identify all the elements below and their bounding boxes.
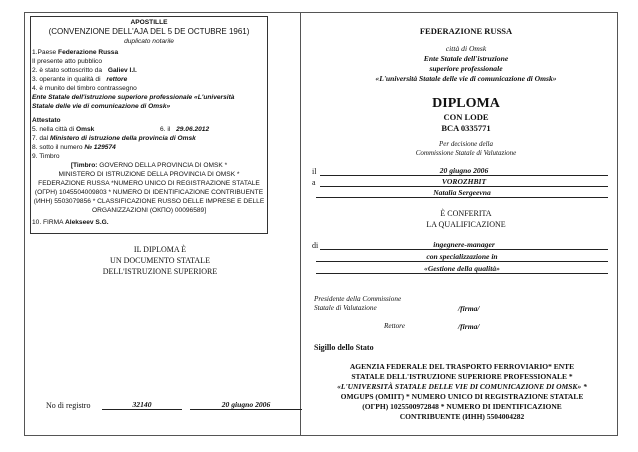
apostille-stamp-6: ORGANIZZAZIONI (ОКПО) 00096589] [91, 207, 207, 214]
apostille-line-10-label: 8. sotto il numero [32, 144, 83, 151]
apostille-line-8 [32, 126, 94, 135]
rector-label: Rettore [384, 322, 405, 330]
date-label: il [312, 167, 317, 176]
apostille-line-8b-value: 29.06.2012 [176, 126, 210, 133]
president-line-2: Statale di Valutazione [314, 304, 377, 312]
recipient-name: Natalia Sergeevna [316, 188, 608, 198]
entity-line-1: Ente Statale dell'istruzione [423, 54, 509, 63]
apostille-stamp-3: FEDERAZIONE RUSSA *NUMERO UNICO DI REGISTRAZIONE STATALE [38, 180, 260, 187]
apostille-stamp-2: MINISTERO DI ISTRUZIONE DELLA PROVINCIA DI OMSK * [58, 171, 240, 178]
apostille-line-11: 9. Timbro [32, 153, 60, 160]
apostille-attestato: Attestato [32, 117, 61, 124]
apostille-line-5: 4. è munito del timbro contrassegno [32, 85, 137, 92]
seal-line-4: OMGUPS (OMIIT) * NUMERO UNICO DI REGISTRAZIONE STATALE [340, 392, 584, 401]
apostille-stamp-1-value: GOVERNO DELLA PROVINCIA DI OMSK * [99, 162, 228, 169]
apostille-line-12 [32, 219, 109, 228]
diploma-statement-2: UN DOCUMENTO STATALE [110, 256, 210, 265]
apostille-line-4 [32, 76, 127, 85]
apostille-stamp-4: (ОГРН) 1045504009803 * NUMERO DI IDENTIFICAZIONE CONTRIBUENTE [34, 189, 264, 196]
seal-line-2: STATALE DELL'ISTRUZIONE SUPERIORE PROFESSIONALE * [351, 372, 573, 381]
apostille-line-4-value: rettore [106, 76, 128, 83]
apostille-line-7: Statale delle vie di comunicazione di Omsk» [32, 103, 171, 110]
apostille-stamp-1-label: [Timbro: [70, 162, 98, 169]
apostille-line-3-value: Galiev I.I. [107, 67, 137, 74]
apostille-stamp-1 [30, 162, 268, 171]
seal-line-3: «L'UNIVERSITÀ STATALE DELLE VIE DI COMUNICAZIONE DI OMSK» * [337, 382, 587, 391]
seal-line-1: AGENZIA FEDERALE DEL TRASPORTO FERROVIARIO* ENTE [349, 362, 575, 371]
page-divider [300, 12, 301, 436]
apostille-line-3 [32, 67, 137, 76]
apostille-line-9 [32, 135, 196, 144]
seal-label: Sigillo dello Stato [314, 343, 374, 352]
qualification-line-3: «Gestione della qualità» [316, 264, 608, 274]
apostille-stamp-5: (ИНН) 5503079856 * CLASSIFICAZIONE RUSSO DELLE IMPRESE E DELLE [33, 198, 265, 205]
apostille-title: APOSTILLE [130, 19, 168, 26]
apostille-line-10 [32, 144, 116, 153]
recipient-label: a [312, 178, 316, 187]
qualification-line-2: con specializzazione in [316, 252, 608, 262]
entity-line-3: «L'università Statale delle vie di comunicazione di Omsk» [375, 74, 557, 83]
registry-label: No di registro [46, 401, 91, 410]
apostille-line-8b [160, 126, 209, 135]
diploma-statement-3: DELL'ISTRUZIONE SUPERIORE [102, 267, 218, 276]
apostille-line-12-value: Alekseev S.G. [65, 219, 109, 226]
conferred-line-2: LA QUALIFICAZIONE [426, 220, 506, 229]
qualification-line-1: ingegnere-manager [320, 240, 608, 250]
apostille-notary: duplicato notarile [124, 38, 174, 45]
apostille-line-8-value: Omsk [76, 126, 95, 133]
apostille-line-1 [32, 49, 118, 58]
apostille-line-1-label: 1.Paese [32, 49, 57, 56]
federation-title: FEDERAZIONE RUSSA [419, 26, 513, 36]
apostille-line-3-label: 2. è stato sottoscritto da [32, 67, 103, 74]
with-honors: CON LODE [443, 112, 489, 122]
apostille-line-9-label: 7. dal [32, 135, 49, 142]
decision-line-2: Commissione Statale di Valutazione [415, 149, 517, 157]
apostille-line-4-label: 3. operante in qualità di [32, 76, 101, 83]
apostille-line-1-value: Federazione Russa [58, 49, 119, 56]
entity-line-2: superiore professionale [429, 64, 503, 73]
president-line-1: Presidente della Commissione [314, 295, 402, 303]
qualification-label: di [312, 241, 319, 250]
apostille-line-12-label: 10. FIRMA [32, 219, 64, 226]
rector-signature: /firma/ [458, 322, 480, 331]
apostille-line-10-value: № 129574 [84, 144, 116, 151]
apostille-line-9-value: Ministero di istruzione della provincia di Omsk [49, 135, 196, 142]
registry-date: 20 giugno 2006 [190, 400, 302, 410]
decision-line-1: Per decisione della [438, 140, 494, 148]
seal-line-5: (ОГРН) 1025500972848 * NUMERO DI IDENTIFICAZIONE [362, 402, 562, 411]
conferred-line-1: È CONFERITA [440, 209, 492, 218]
registry-number: 32140 [102, 400, 182, 410]
recipient-surname: VOROZHBIT [320, 177, 608, 187]
apostille-line-6: Ente Statale dell'istruzione superiore professionale «L'università [32, 94, 235, 101]
award-date: 20 giugno 2006 [320, 166, 608, 176]
apostille-convention: (CONVENZIONE DELL'AJA DEL 5 DE OCTUBRE 1961) [48, 27, 250, 36]
diploma-title: DIPLOMA [432, 96, 500, 111]
city: città di Omsk [445, 44, 487, 53]
diploma-statement-1: IL DIPLOMA È [133, 245, 187, 254]
seal-line-6: CONTRIBUENTE (ИНН) 5504004282 [399, 412, 525, 421]
diploma-number: BCA 0335771 [441, 123, 491, 133]
apostille-line-8b-label: 6. il [160, 126, 171, 133]
apostille-line-8-label: 5. nella città di [32, 126, 75, 133]
president-signature: /firma/ [458, 304, 480, 313]
apostille-line-2: Il presente atto pubblico [32, 58, 103, 65]
